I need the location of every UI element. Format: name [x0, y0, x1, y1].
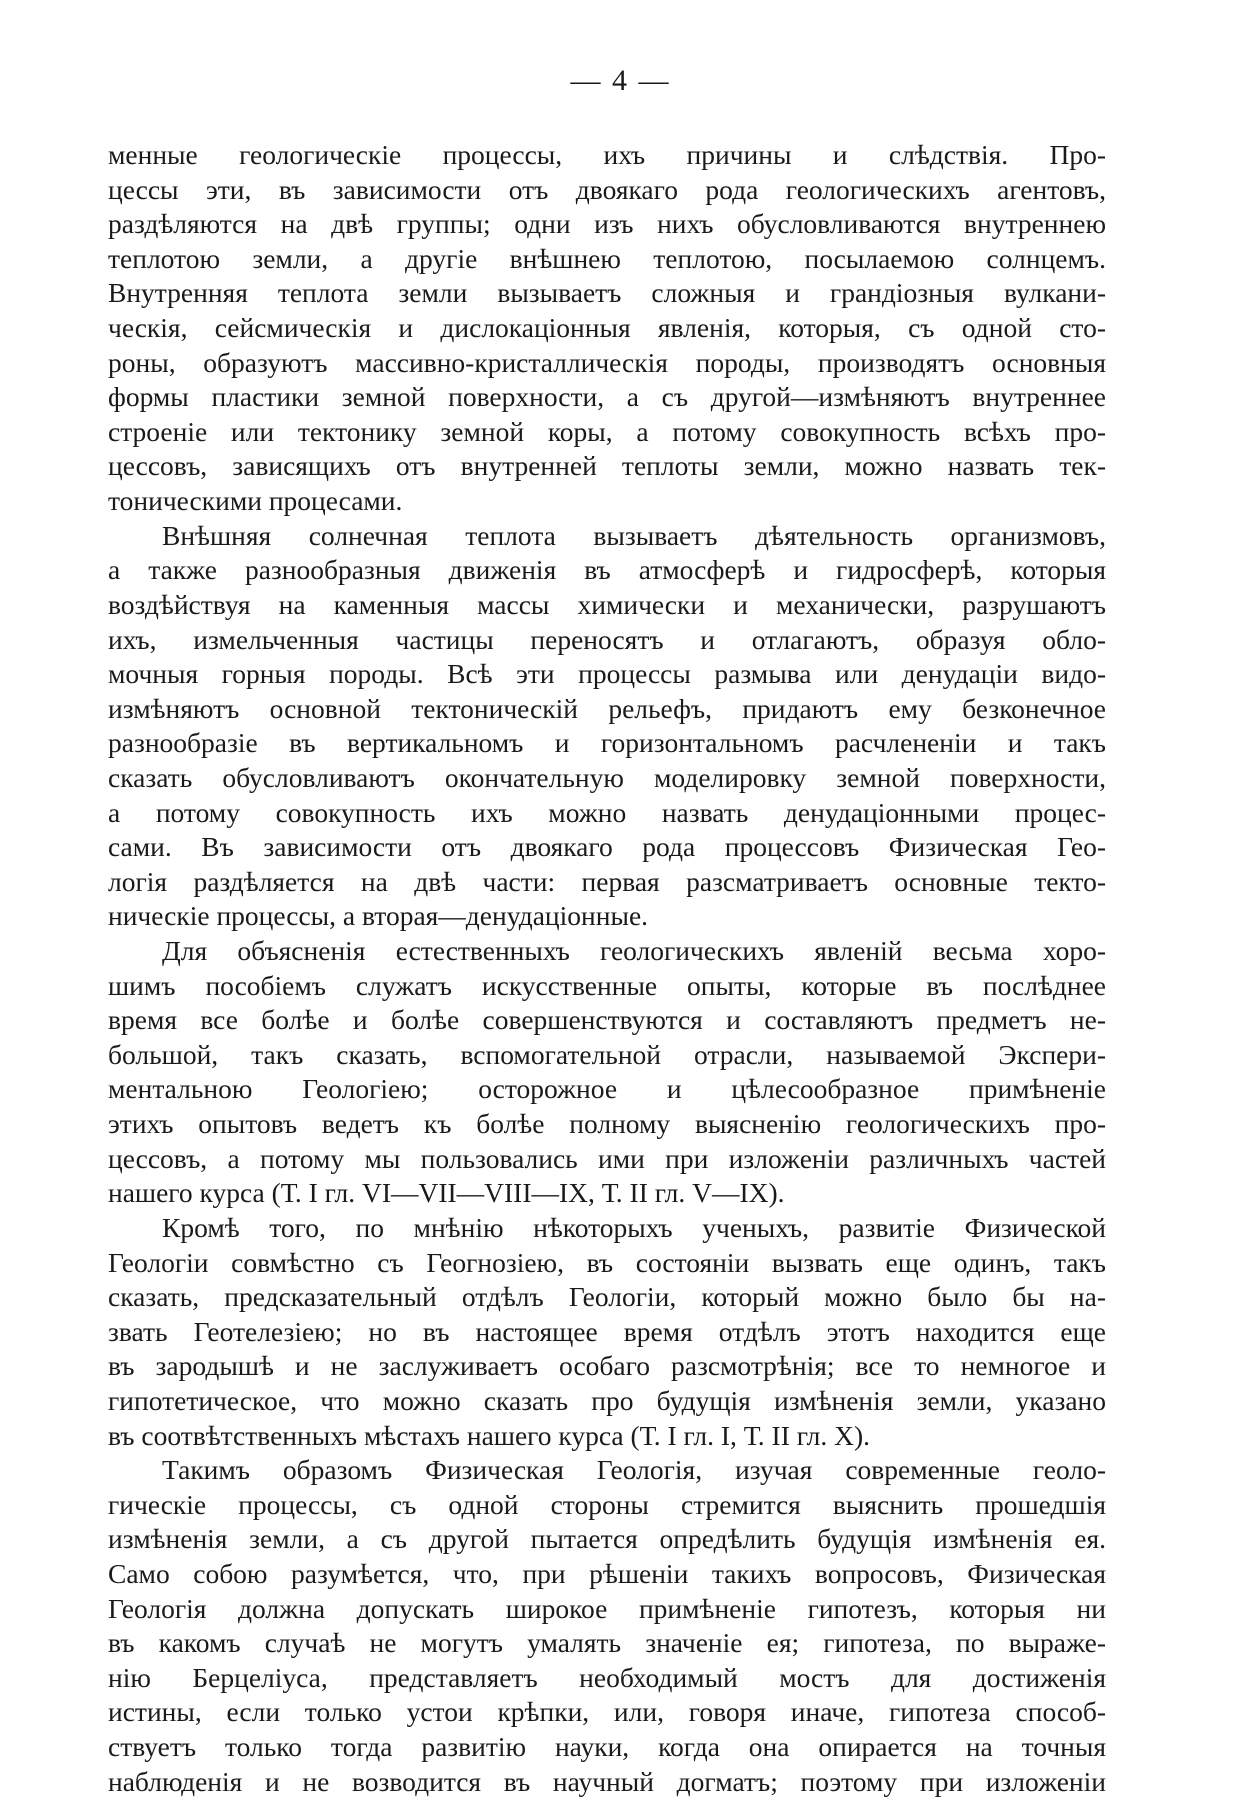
text-line: Геологiя должна допускать широкое примѣненiе гипотезъ, которыя ни [108, 1592, 1106, 1624]
text-line: въ какомъ случаѣ не могутъ умалять значенiе ея; гипотеза, по выраже- [108, 1627, 1106, 1659]
text-line: въ соотвѣтственныхъ мѣстахъ нашего курса (Т. I гл. I, Т. II гл. X). [108, 1419, 870, 1451]
text-line: истины, если только устои крѣпки, или, говоря иначе, гипотеза способ- [108, 1696, 1106, 1728]
text-line: шимъ пособiемъ служатъ искусственные опыты, которые въ послѣднее [108, 969, 1106, 1001]
text-line: Внѣшняя солнечная теплота вызываетъ дѣятельность организмовъ, [162, 519, 1106, 551]
text-line: звать Геотелезiею; но въ настоящее время отдѣлъ этотъ находится еще [108, 1315, 1106, 1347]
text-line: мочныя горныя породы. Всѣ эти процессы размыва или денудацiи видо- [108, 658, 1106, 690]
text-line: измѣненiя земли, а съ другой пытается опредѣлить будущiя измѣненiя ея. [108, 1523, 1106, 1555]
text-line: цессы эти, въ зависимости отъ двоякаго рода геологическихъ агентовъ, [108, 173, 1106, 205]
text-line: логiя раздѣляется на двѣ части: первая разсматриваетъ основные текто- [108, 865, 1106, 897]
text-line: сами. Въ зависимости отъ двоякаго рода процессовъ Физическая Гео- [108, 831, 1106, 863]
text-line: цессовъ, а потому мы пользовались ими при изложенiи различныхъ частей [108, 1142, 1106, 1174]
text-line: строенiе или тектонику земной коры, а потому совокупность всѣхъ про- [108, 415, 1106, 447]
text-line: нiю Берцелiуса, представляетъ необходимый мостъ для достиженiя [108, 1661, 1106, 1693]
text-line: ническiе процессы, а вторая—денудацiонные. [108, 900, 649, 932]
text-line: ихъ, измельченныя частицы переносятъ и отлагаютъ, образуя обло- [108, 623, 1106, 655]
text-line: Для объясненiя естественныхъ геологическихъ явленiй весьма хоро- [162, 935, 1106, 967]
text-line: ческiя, сейсмическiя и дислокацiонныя явленiя, которыя, съ одной сто- [108, 312, 1106, 344]
text-line: въ зародышѣ и не заслуживаетъ особаго разсмотрѣнiя; все то немногое и [108, 1350, 1106, 1382]
text-line: Кромѣ того, по мнѣнiю нѣкоторыхъ ученыхъ, развитiе Физической [162, 1211, 1106, 1243]
text-line: Геологiи совмѣстно съ Геогнозiею, въ состоянiи вызвать еще одинъ, такъ [108, 1246, 1106, 1278]
body-text [108, 138, 1106, 1799]
text-line: измѣняютъ основной тектоническiй рельефъ, придаютъ ему безконечное [108, 692, 1106, 724]
text-line: воздѣйствуя на каменныя массы химически и механически, разрушаютъ [108, 588, 1106, 620]
text-line: наблюденiя и не возводится въ научный догматъ; поэтому при изложенiи [108, 1765, 1106, 1797]
text-line: теплотою земли, а другiе внѣшнею теплотою, посылаемою солнцемъ. [108, 242, 1106, 274]
text-line: цессовъ, зависящихъ отъ внутренней теплоты земли, можно назвать тек- [108, 450, 1106, 482]
page-number: — 4 — [570, 64, 671, 97]
text-line: а также разнообразныя движенiя въ атмосферѣ и гидросферѣ, которыя [108, 554, 1106, 586]
text-line: гическiе процессы, съ одной стороны стремится выяснить прошедшiя [108, 1488, 1106, 1520]
text-line: менные геологическiе процессы, ихъ причины и слѣдствiя. Про- [108, 139, 1106, 170]
text-line: Внутренняя теплота земли вызываетъ сложныя и грандiозныя вулкани- [108, 277, 1106, 309]
text-line: Само собою разумѣется, что, при рѣшенiи такихъ вопросовъ, Физическая [108, 1557, 1106, 1589]
text-line: разнообразiе въ вертикальномъ и горизонтальномъ расчлененiи и такъ [108, 727, 1106, 759]
text-line: Такимъ образомъ Физическая Геологiя, изучая современные геоло- [162, 1454, 1106, 1486]
text-line: нашего курса (Т. I гл. VI—VII—VIII—IX, Т. II гл. V—IX). [108, 1177, 785, 1209]
text-line: гипотетическое, что можно сказать про будущiя измѣненiя земли, указано [108, 1384, 1106, 1416]
text-line: раздѣляются на двѣ группы; одни изъ нихъ обусловливаются внутреннею [108, 208, 1106, 240]
text-line: тоническими процесами. [108, 485, 403, 517]
text-line: этихъ опытовъ ведетъ къ болѣе полному выясненiю геологическихъ про- [108, 1108, 1106, 1140]
text-line: ствуетъ только тогда развитiю науки, когда она опирается на точныя [108, 1731, 1106, 1763]
text-line: а потому совокупность ихъ можно назвать денудацiонными процес- [108, 796, 1106, 828]
text-line: сказать, предсказательный отдѣлъ Геологiи, который можно было бы на- [108, 1281, 1106, 1313]
text-line: сказать обусловливаютъ окончательную моделировку земной поверхности, [108, 761, 1106, 793]
text-line: большой, такъ сказать, вспомогательной отрасли, называемой Экспери- [108, 1038, 1106, 1070]
text-line: формы пластики земной поверхности, а съ другой—измѣняютъ внутреннее [108, 381, 1106, 413]
text-line: ментальною Геологiею; осторожное и цѣлесообразное примѣненiе [108, 1073, 1106, 1105]
text-line: роны, образуютъ массивно-кристаллическiя породы, производятъ основныя [108, 346, 1106, 378]
text-line: время все болѣе и болѣе совершенствуются и составляютъ предметъ не- [108, 1004, 1106, 1036]
